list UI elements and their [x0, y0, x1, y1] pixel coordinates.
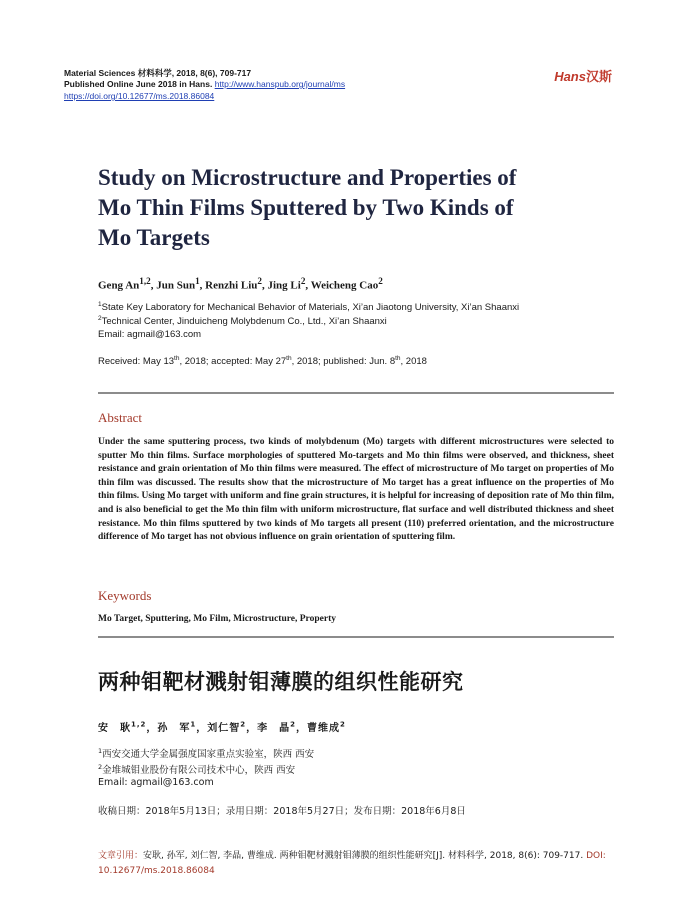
author-sup: 2: [378, 276, 383, 286]
received-text: Received: May 13: [98, 356, 175, 368]
cn-paper-title: 两种钼靶材溅射钼薄膜的组织性能研究: [98, 670, 464, 694]
accepted-sup: th: [286, 355, 292, 362]
cn-author-name: ，刘仁智: [196, 723, 241, 734]
cn-aff-sup: 2: [98, 763, 103, 771]
author-list: Geng An$^{1,2}$, Jun Sun$^1$, Renzhi Liu$^2$, Jing Li$^2$, Weicheng Cao$^2$: [98, 276, 383, 292]
published-year: , 2018: [400, 356, 427, 368]
cn-dates: 收稿日期：2018年5月13日；录用日期：2018年5月27日；发布日期：2018年6月8日: [98, 806, 466, 817]
cn-affiliation-1: [98, 745, 314, 761]
title-line: Study on Microstructure and Properties of: [98, 165, 517, 190]
author-name: Geng An: [98, 279, 140, 292]
aff-text: State Key Laboratory for Mechanical Behavior of Materials, Xi’an Jiaotong University, Xi’an Shaanxi: [101, 302, 520, 314]
author-sup: 1: [195, 276, 200, 286]
section-divider: [98, 636, 614, 638]
cn-author-name: ，李 晶: [246, 723, 291, 734]
journal-url-link[interactable]: http://www.hanspub.org/journal/ms: [214, 79, 346, 89]
published-text: , 2018; published: Jun. 8: [291, 356, 396, 368]
author-sup: 1,2: [139, 276, 151, 286]
author-name: Jing Li: [267, 279, 301, 292]
cn-affiliation-2: [98, 761, 295, 777]
author-name: Renzhi Liu: [205, 279, 258, 292]
aff-sup: 2: [98, 315, 102, 322]
cn-aff-text: 金堆城钼业股份有限公司技术中心，陕西 西安: [102, 765, 296, 777]
author-name: Weicheng Cao: [310, 279, 379, 292]
cn-email: Email: agmail@163.com: [98, 777, 214, 788]
accepted-text: , 2018; accepted: May 27: [179, 356, 287, 368]
cn-author-sup: 2: [240, 720, 247, 729]
cn-author-sup: 1,2: [131, 720, 147, 729]
published-line: [64, 79, 345, 90]
received-sup: th: [174, 355, 180, 362]
abstract-body: Under the same sputtering process, two kinds of molybdenum (Mo) targets with different microstructures were selected to sputter Mo thin films. Surface morphologies of sputtered Mo-targets and Mo thin films were observed, and thickness, sheet resistance and grain orientation of Mo thin films were measured. The effect of microstructure of Mo target on properties of Mo thin film was discussed. The results show that the microstructure of Mo target has a great influence on the properties of Mo thin films. Using Mo target with uniform and fine grain structures, it is helpful for increasing of deposition rate of Mo thin film, and is also beneficial to get the Mo thin film with uniform microstructure, flat surface and well distributed thickness and sheet resistance. Mo thin films sputtered by two kinds of Mo targets all present (110) preferred orientation, and the microstructure difference of Mo target has not obvious influence on grain orientation of sputtering film.: [98, 437, 614, 543]
published-sup: th: [395, 355, 401, 362]
email: Email: agmail@163.com: [98, 329, 202, 340]
title-line: Mo Targets: [98, 225, 210, 250]
citation: [98, 849, 616, 879]
section-divider: [98, 392, 614, 394]
aff-text: Technical Center, Jinduicheng Molybdenum Co., Ltd., Xi’an Shaanxi: [101, 316, 387, 328]
cn-aff-sup: 1: [98, 747, 103, 755]
cn-author-list: [98, 719, 346, 734]
published-prefix: Published Online June 2018 in Hans.: [64, 79, 215, 89]
cn-author-name: ，孙 军: [146, 723, 191, 734]
cn-author-sup: 1: [190, 720, 197, 729]
citation-text: 安耿, 孙军, 刘仁智, 李晶, 曹维成. 两种钼靶材溅射钼薄膜的组织性能研究[J]. 材料科学, 2018, 8(6): 709-717.: [143, 851, 587, 861]
affiliation-2: [98, 313, 387, 328]
doi-link[interactable]: https://doi.org/10.12677/ms.2018.86084: [64, 91, 215, 101]
keywords-body: Mo Target, Sputtering, Mo Film, Microstructure, Property: [98, 614, 336, 624]
doi-line: [64, 91, 214, 102]
citation-label: 文章引用：: [98, 851, 144, 861]
hans-logo: [554, 66, 612, 85]
cn-author-sup: 2: [340, 720, 346, 729]
affiliation-1: [98, 299, 519, 314]
citation-doi[interactable]: DOI: 10.12677/ms.2018.86084: [98, 851, 606, 876]
aff-sup: 1: [98, 301, 102, 308]
received-dates: [98, 355, 427, 367]
logo-cn-text: 汉斯: [585, 69, 612, 84]
abstract-heading: Abstract: [98, 410, 143, 425]
title-line: Mo Thin Films Sputtered by Two Kinds of: [98, 195, 514, 220]
cn-author-name: 安 耿: [98, 723, 131, 734]
cn-author-sup: 2: [290, 720, 297, 729]
keywords-heading: Keywords: [98, 588, 152, 603]
author-name: Jun Sun: [156, 279, 196, 292]
cn-author-name: ，曹维成: [296, 723, 341, 734]
cn-aff-text: 西安交通大学金属强度国家重点实验室，陕西 西安: [102, 749, 315, 761]
logo-text: Hans: [554, 69, 586, 84]
journal-line: Material Sciences 材料科学, 2018, 8(6), 709-717: [64, 68, 252, 78]
paper-title: [98, 163, 618, 253]
author-sup: 2: [257, 276, 262, 286]
author-sup: 2: [300, 276, 306, 286]
